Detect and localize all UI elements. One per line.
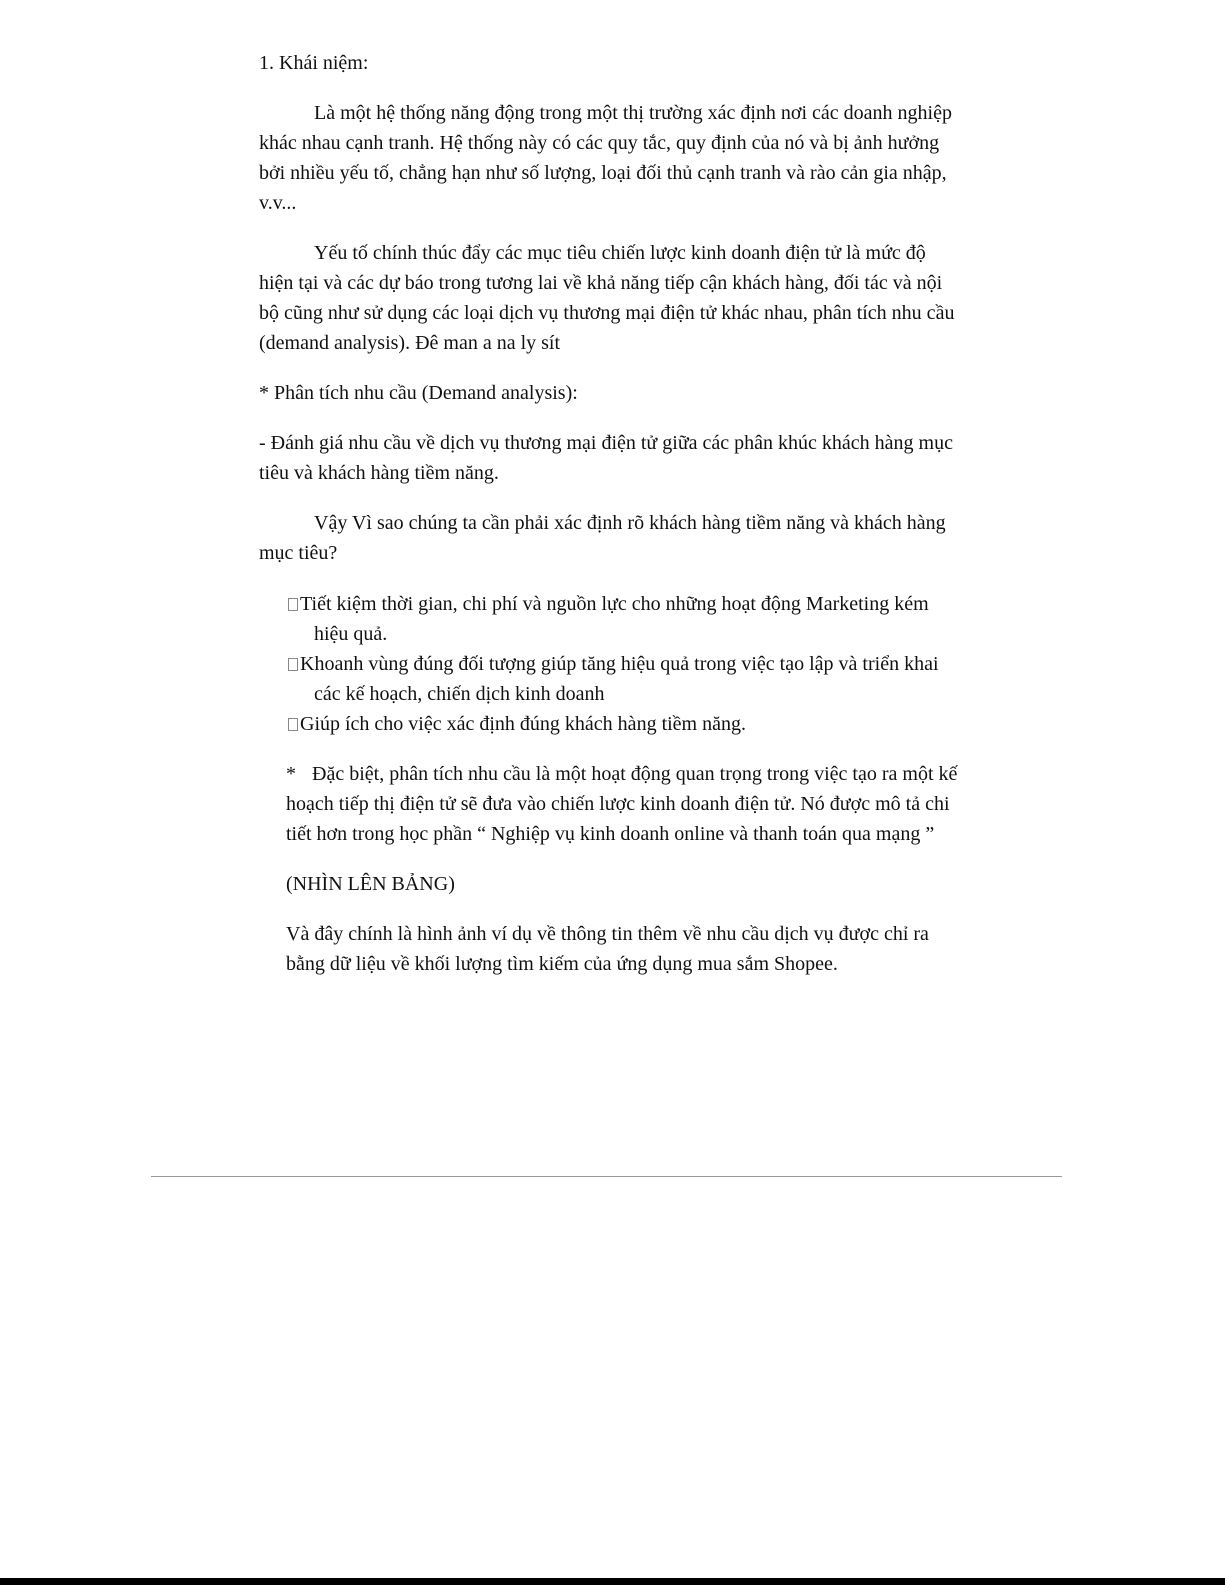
star-marker: *	[286, 763, 296, 785]
bullet-list	[259, 589, 959, 739]
closing-section	[259, 759, 959, 979]
paragraph-look-at-board: (NHÌN LÊN BẢNG)	[286, 873, 455, 895]
page-divider	[151, 1176, 1062, 1177]
subheading-demand-analysis: * Phân tích nhu cầu (Demand analysis):	[259, 382, 578, 404]
bullet-text: Tiết kiệm thời gian, chi phí và nguồn lực cho những hoạt động Marketing kém hiệu quả.	[300, 593, 929, 645]
paragraph-strategic-goals: Yếu tố chính thúc đẩy các mục tiêu chiến lược kinh doanh điện tử là mức độ hiện tại và các dự báo trong tương lai về khả năng tiếp cận khách hàng, đối tác và nội bộ cũng như sử dụng các loại dịch vụ thương mại điện tử khác nhau, phân tích nhu cầu (demand analysis). Đê man a na ly sít	[259, 242, 955, 354]
paragraph-definition: Là một hệ thống năng động trong một thị trường xác định nơi các doanh nghiệp khác nhau cạnh tranh. Hệ thống này có các quy tắc, quy định của nó và bị ảnh hưởng bởi nhiều yếu tố, chẳng hạn như số lượng, loại đối thủ cạnh tranh và rào cản gia nhập, v.v...	[259, 102, 952, 214]
paragraph-question: Vậy Vì sao chúng ta cần phải xác định rõ khách hàng tiềm năng và khách hàng mục tiêu?	[259, 512, 946, 564]
section-heading: 1. Khái niệm:	[259, 52, 369, 74]
square-bullet-icon	[288, 658, 298, 671]
list-item	[259, 649, 959, 709]
paragraph-demand-evaluation: - Đánh giá nhu cầu về dịch vụ thương mại điện tử giữa các phân khúc khách hàng mục tiêu và khách hàng tiềm năng.	[259, 432, 953, 484]
square-bullet-icon	[288, 718, 298, 731]
special-note-text: Đặc biệt, phân tích nhu cầu là một hoạt động quan trọng trong việc tạo ra một kế hoạch tiếp thị điện tử sẽ đưa vào chiến lược kinh doanh điện tử. Nó được mô tả chi tiết hơn trong học phần “ Nghiệp vụ kinh doanh online và thanh toán qua mạng ”	[286, 763, 958, 845]
bottom-border	[0, 1578, 1225, 1585]
bullet-text: Giúp ích cho việc xác định đúng khách hàng tiềm năng.	[300, 713, 746, 735]
bullet-text: Khoanh vùng đúng đối tượng giúp tăng hiệu quả trong việc tạo lập và triển khai các kế hoạch, chiến dịch kinh doanh	[300, 653, 939, 705]
list-item	[259, 709, 959, 739]
square-bullet-icon	[288, 598, 298, 611]
document-body	[259, 48, 959, 979]
paragraph-special-note	[286, 759, 959, 849]
list-item	[259, 589, 959, 649]
paragraph-shopee-example: Và đây chính là hình ảnh ví dụ về thông tin thêm về nhu cầu dịch vụ được chỉ ra bằng dữ liệu về khối lượng tìm kiếm của ứng dụng mua sắm Shopee.	[286, 923, 929, 975]
